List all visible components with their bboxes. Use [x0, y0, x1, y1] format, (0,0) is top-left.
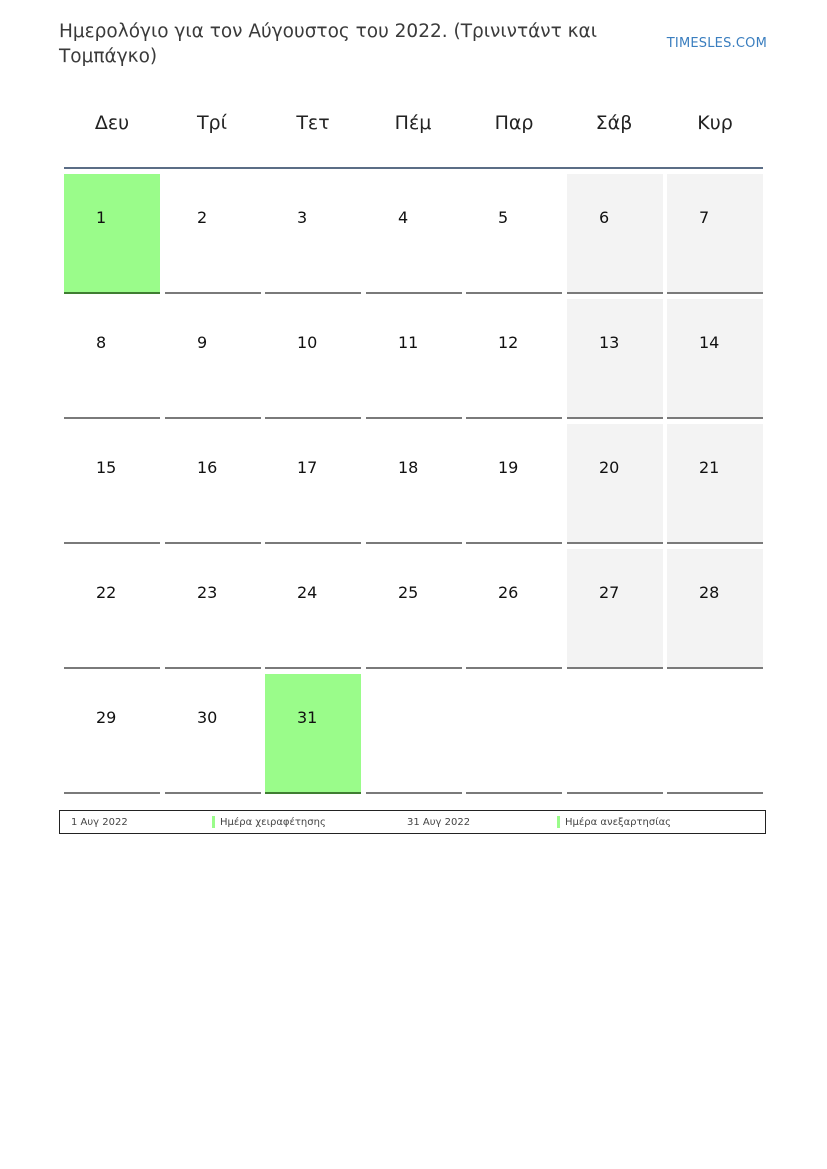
day-number: 28: [699, 583, 720, 602]
day-number: 21: [699, 458, 720, 477]
day-number: 27: [599, 583, 620, 602]
day-cell[interactable]: [165, 549, 261, 669]
weekday-header-row: [64, 112, 764, 146]
day-number: 9: [197, 333, 208, 352]
weekday-label: Σάβ: [595, 112, 633, 134]
day-cell[interactable]: [466, 174, 562, 294]
day-cell[interactable]: [567, 549, 663, 669]
day-cell[interactable]: [667, 424, 763, 544]
day-number: 25: [398, 583, 419, 602]
day-number: 3: [297, 208, 308, 227]
day-cell[interactable]: [64, 299, 160, 419]
legend-color-swatch: [212, 816, 215, 828]
day-cell[interactable]: [64, 549, 160, 669]
day-cell[interactable]: [265, 174, 361, 294]
day-number: 6: [599, 208, 610, 227]
day-cell[interactable]: [64, 424, 160, 544]
weekday-label: Τετ: [296, 112, 330, 134]
empty-day-cell: [667, 674, 763, 794]
legend-holiday-name: Ημέρα ανεξαρτησίας: [565, 817, 672, 828]
day-number: 22: [96, 583, 117, 602]
day-cell[interactable]: [466, 299, 562, 419]
weekday-label: Δευ: [94, 112, 130, 134]
day-number: 29: [96, 708, 117, 727]
day-number: 11: [398, 333, 419, 352]
empty-day-cell: [466, 674, 562, 794]
weekday-label: Κυρ: [697, 112, 733, 134]
weekday-label: Παρ: [494, 112, 534, 134]
day-number: 13: [599, 333, 620, 352]
day-number: 2: [197, 208, 208, 227]
day-cell[interactable]: [64, 674, 160, 794]
day-cell[interactable]: [165, 174, 261, 294]
day-number: 18: [398, 458, 419, 477]
day-cell[interactable]: [667, 299, 763, 419]
day-cell[interactable]: [265, 424, 361, 544]
empty-day-cell: [567, 674, 663, 794]
page-title: Ημερολόγιο για τον Αύγουστος του 2022. (Τρινιντάντ και Τομπάγκο): [59, 21, 597, 67]
brand-link[interactable]: TIMESLES.COM: [666, 36, 767, 51]
day-cell[interactable]: [366, 299, 462, 419]
holiday-legend: [59, 810, 766, 834]
day-number: 4: [398, 208, 409, 227]
day-number: 23: [197, 583, 218, 602]
day-number: 30: [197, 708, 218, 727]
day-number: 20: [599, 458, 620, 477]
day-cell[interactable]: [165, 674, 261, 794]
day-number: 1: [96, 208, 107, 227]
day-cell[interactable]: [667, 549, 763, 669]
day-cell[interactable]: [265, 549, 361, 669]
day-number: 8: [96, 333, 107, 352]
day-cell[interactable]: [366, 549, 462, 669]
day-cell[interactable]: [265, 299, 361, 419]
day-number: 10: [297, 333, 318, 352]
day-cell[interactable]: [667, 174, 763, 294]
day-cell[interactable]: [466, 549, 562, 669]
day-number: 7: [699, 208, 710, 227]
weekday-label: Τρί: [196, 112, 228, 134]
day-cell[interactable]: [567, 174, 663, 294]
day-number: 16: [197, 458, 218, 477]
legend-date: 31 Αυγ 2022: [407, 817, 471, 828]
day-cell[interactable]: [567, 424, 663, 544]
day-number: 12: [498, 333, 519, 352]
empty-day-cell: [366, 674, 462, 794]
day-cell[interactable]: [366, 174, 462, 294]
day-number: 5: [498, 208, 509, 227]
header-divider: [64, 167, 763, 169]
day-number: 15: [96, 458, 117, 477]
day-number: 14: [699, 333, 720, 352]
day-cell[interactable]: [466, 424, 562, 544]
day-cell[interactable]: [567, 299, 663, 419]
legend-holiday-name: Ημέρα χειραφέτησης: [220, 817, 326, 828]
weekday-label: Πέμ: [394, 112, 432, 134]
day-number: 24: [297, 583, 318, 602]
legend-date: 1 Αυγ 2022: [71, 817, 128, 828]
day-cell[interactable]: [265, 674, 361, 794]
day-number: 19: [498, 458, 519, 477]
day-cell[interactable]: [165, 299, 261, 419]
legend-color-swatch: [557, 816, 560, 828]
day-cell[interactable]: [165, 424, 261, 544]
day-number: 26: [498, 583, 519, 602]
day-cell[interactable]: [64, 174, 160, 294]
day-number: 17: [297, 458, 318, 477]
day-number: 31: [297, 708, 318, 727]
day-cell[interactable]: [366, 424, 462, 544]
